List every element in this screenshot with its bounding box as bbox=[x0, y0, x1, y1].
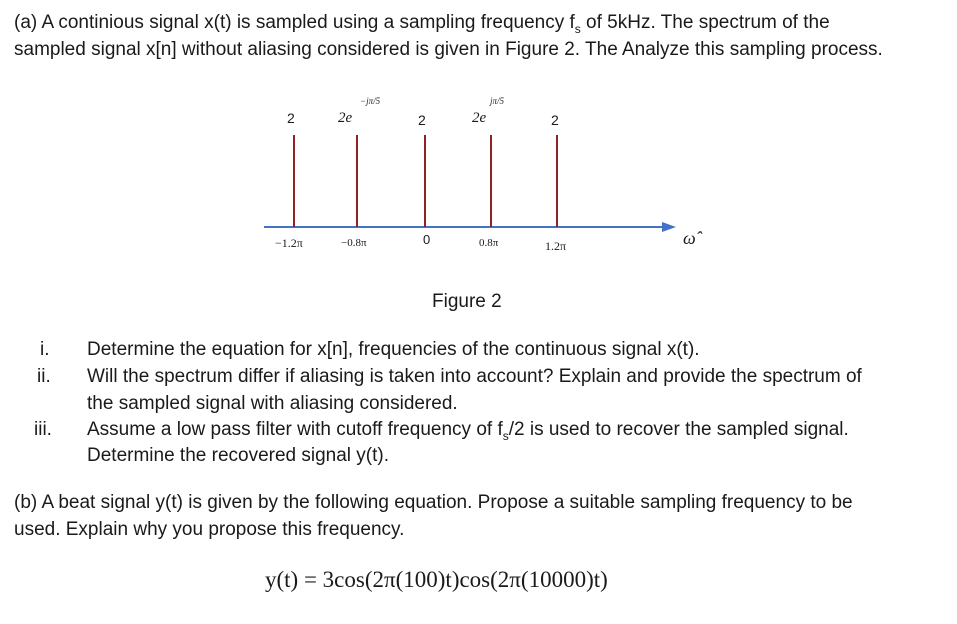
axis-arrowhead bbox=[662, 222, 676, 232]
question-i-line-1: Determine the equation for x[n], frequencies of the continuous signal x(t). bbox=[87, 339, 700, 360]
tick-label-1: −1.2π bbox=[275, 236, 303, 250]
question-number-iii: iii. bbox=[34, 419, 52, 440]
amplitude-label-5: 2 bbox=[551, 112, 559, 128]
question-number-i: i. bbox=[40, 339, 50, 360]
amplitude-label-3: 2 bbox=[418, 112, 426, 128]
question-ii-line-1: Will the spectrum differ if aliasing is taken into account? Explain and provide the spectrum of bbox=[87, 366, 862, 387]
question-iii-text: Assume a low pass filter with cutoff frequency of f bbox=[87, 419, 503, 440]
question-ii-line-2: the sampled signal with aliasing considered. bbox=[87, 393, 458, 414]
amplitude-label-1: 2 bbox=[287, 110, 295, 126]
part-a-line-2: sampled signal x[n] without aliasing considered is given in Figure 2. The Analyze this sampling process. bbox=[14, 39, 883, 60]
question-iii-text-end: /2 is used to recover the sampled signal. bbox=[508, 419, 849, 440]
part-a-text: (a) A continious signal x(t) is sampled using a sampling frequency f bbox=[14, 12, 575, 33]
tick-label-3: 0 bbox=[423, 232, 431, 247]
tick-label-5: 1.2π bbox=[545, 239, 567, 253]
omega-hat-label: ω̂ bbox=[683, 228, 696, 248]
part-b-line-2: used. Explain why you propose this frequency. bbox=[14, 519, 405, 540]
fs-subscript: s bbox=[574, 21, 581, 36]
part-a-text-end: of 5kHz. The spectrum of the bbox=[580, 12, 830, 33]
amplitude-label-4: 2e bbox=[472, 110, 487, 126]
tick-label-2: −0.8π bbox=[341, 237, 367, 249]
amplitude-label-2: 2e bbox=[338, 110, 353, 126]
tick-label-4: 0.8π bbox=[479, 237, 499, 249]
beat-signal-equation: y(t) = 3cos(2π(100)t)cos(2π(10000)t) bbox=[265, 567, 608, 592]
exponent-label-2: −jπ/5 bbox=[360, 96, 381, 106]
question-iii-line-2: Determine the recovered signal y(t). bbox=[87, 445, 390, 466]
figure-caption: Figure 2 bbox=[432, 291, 502, 312]
part-b-line-1: (b) A beat signal y(t) is given by the following equation. Propose a suitable sampling frequency to be bbox=[14, 492, 853, 513]
fs-subscript-2: s bbox=[502, 428, 509, 443]
question-number-ii: ii. bbox=[37, 366, 51, 387]
exponent-label-4: jπ/5 bbox=[490, 96, 505, 106]
